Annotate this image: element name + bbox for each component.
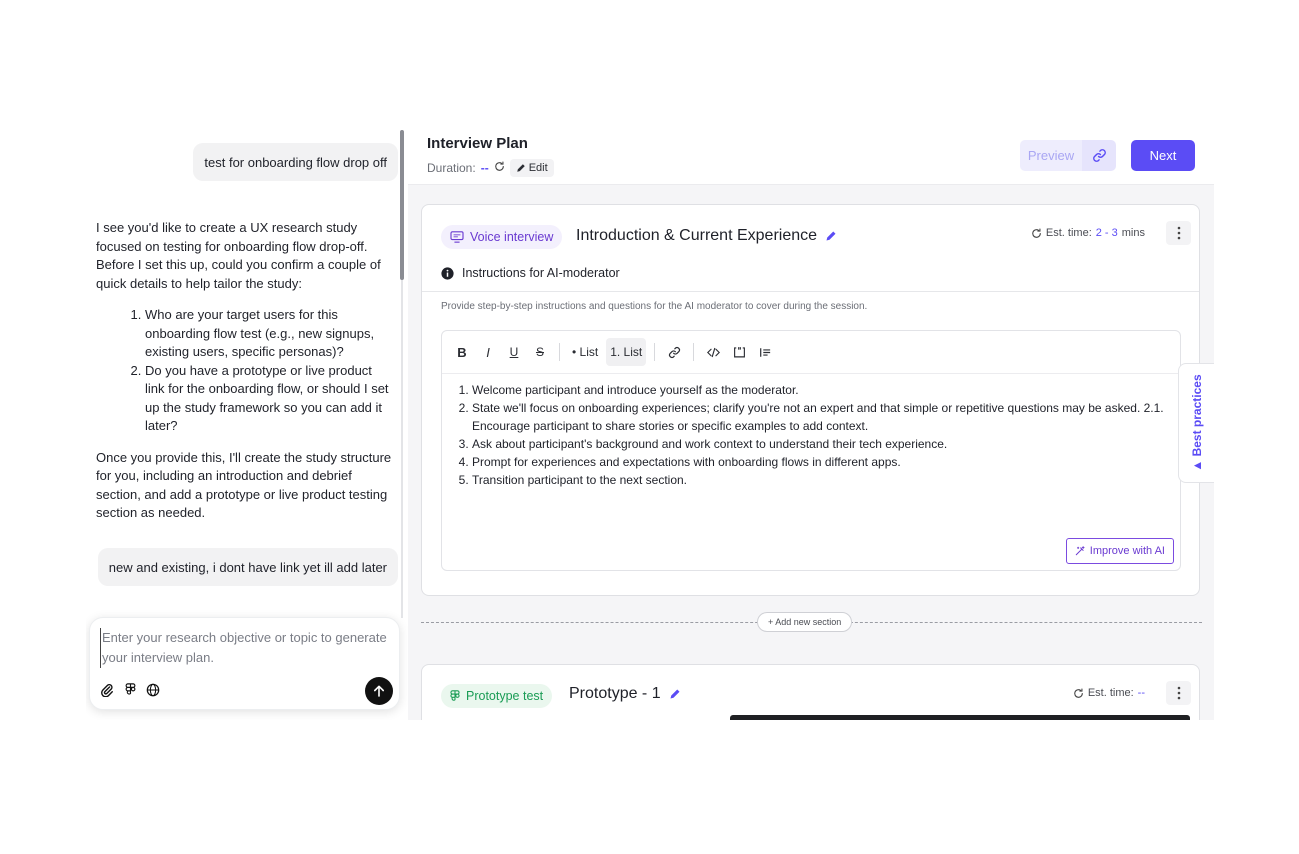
info-icon [441,267,454,280]
duration-row [427,159,554,177]
more-options-button[interactable] [1166,681,1191,705]
blockquote-button[interactable] [754,338,776,366]
section-tag-label: Voice interview [470,230,554,244]
chat-panel [86,130,408,720]
section-title-text: Prototype - 1 [569,685,661,702]
editor-content[interactable] [457,381,1177,489]
bold-button[interactable]: B [457,344,467,360]
chat-composer[interactable] [89,617,400,710]
more-options-button[interactable] [1166,221,1191,245]
assistant-question: 2. Do you have a prototype or live product link for the onboarding flow, or should I set up the study framework so you can add it later? [145,362,392,436]
editor-toolbar [442,331,1180,374]
italic-button[interactable]: I [486,344,490,360]
best-practices-label: ▲ Best practices [1189,374,1204,472]
instruction-item: 1. Welcome participant and introduce yourself as the moderator. [472,381,1177,399]
magic-wand-icon [1075,546,1085,556]
duration-label: Duration: [427,161,476,175]
rich-text-editor[interactable] [441,330,1181,571]
section-title-text: Introduction & Current Experience [576,227,818,244]
pencil-icon[interactable] [825,230,837,242]
estimated-time [1073,687,1145,699]
improve-label: Improve with AI [1089,545,1165,557]
quote-icon [759,347,771,358]
add-section-button[interactable]: + Add new section [757,612,852,632]
figma-icon[interactable] [123,683,137,697]
kebab-icon [1177,686,1181,700]
assistant-message [96,219,392,523]
attach-icon[interactable] [100,683,114,697]
composer-tools [100,683,160,697]
edit-duration-button[interactable] [510,159,554,177]
voice-interview-tag [441,225,562,249]
arrow-up-icon [373,685,385,697]
section-title[interactable] [576,227,837,245]
pencil-icon [516,163,526,173]
est-label: Est. time: [1087,687,1134,699]
code-block-icon [733,346,746,358]
toolbar-divider [693,343,694,361]
section-title[interactable] [569,685,681,703]
assistant-question: 1. Who are your target users for this onboarding flow test (e.g., new signups, existing users, specific personas)? [145,306,392,362]
instructions-hint: Provide step-by-step instructions and questions for the AI moderator to cover during the session. [441,301,868,312]
page-title: Interview Plan [427,135,528,152]
figma-icon [450,690,460,703]
est-label: Est. time: [1045,227,1092,239]
est-unit: mins [1121,227,1145,239]
refresh-icon[interactable] [494,161,505,175]
pencil-icon[interactable] [669,688,681,700]
refresh-icon[interactable] [1031,228,1042,239]
duration-value: -- [480,161,489,175]
section-card [421,664,1200,720]
send-button[interactable] [365,677,393,705]
strikethrough-button[interactable]: S [535,345,544,359]
composer-input[interactable]: Enter your research objective or topic to generate your interview plan. [100,628,390,668]
instruction-item: 5. Transition participant to the next section. [472,471,1177,489]
estimated-time [1031,227,1145,239]
chat-scrollbar[interactable] [400,130,404,280]
code-icon [707,347,720,358]
instructions-heading [441,266,620,280]
assistant-question-list [128,306,392,436]
preview-button[interactable]: Preview [1020,140,1082,171]
next-button[interactable]: Next [1131,140,1195,171]
divider [422,291,1199,292]
kebab-icon [1177,226,1181,240]
globe-icon[interactable] [146,683,160,697]
best-practices-tab[interactable] [1178,363,1214,483]
link-icon [668,346,681,359]
code-block-button[interactable] [728,338,750,366]
interview-plan-panel [408,130,1214,720]
bullet-list-button[interactable]: • List [572,345,599,359]
section-card [421,204,1200,596]
toolbar-divider [654,343,655,361]
est-value: -- [1137,687,1145,699]
prototype-preview-frame [730,715,1190,720]
underline-button[interactable]: U [509,345,519,359]
insert-link-button[interactable] [663,338,685,366]
user-message: test for onboarding flow drop off [193,143,398,181]
code-button[interactable] [702,338,724,366]
instruction-list [457,381,1177,489]
prototype-test-tag [441,684,552,708]
toolbar-divider [559,343,560,361]
improve-with-ai-button[interactable] [1066,538,1174,564]
copy-link-button[interactable] [1082,140,1116,171]
link-icon [1092,148,1107,163]
numbered-list-button[interactable]: 1. List [606,338,646,366]
assistant-intro: I see you'd like to create a UX research study focused on testing for onboarding flow drop-off. Before I set this up, could you confirm a couple of quick details to help tailor the study: [96,220,381,291]
assistant-outro: Once you provide this, I'll create the study structure for you, including an introduction and debrief section, and add a prototype or live product testing section as needed. [96,449,392,520]
section-tag-label: Prototype test [466,689,544,703]
instruction-item: 4. Prompt for experiences and expectations with onboarding flows in different apps. [472,453,1177,471]
edit-label: Edit [528,162,548,174]
user-message: new and existing, i dont have link yet ill add later [98,548,398,586]
app-window [86,130,1214,720]
instructions-label: Instructions for AI-moderator [462,266,620,280]
instruction-item: 3. Ask about participant's background and work context to understand their tech experience. [472,435,1177,453]
monitor-icon [450,231,464,243]
refresh-icon[interactable] [1073,688,1084,699]
instruction-item: 2. State we'll focus on onboarding experiences; clarify you're not an expert and that simple or repetitive questions may be asked. 2.1. Encourage participant to share stories or specific examples to add context. [472,399,1177,435]
plan-header [408,130,1214,185]
est-value: 2 - 3 [1095,227,1118,239]
